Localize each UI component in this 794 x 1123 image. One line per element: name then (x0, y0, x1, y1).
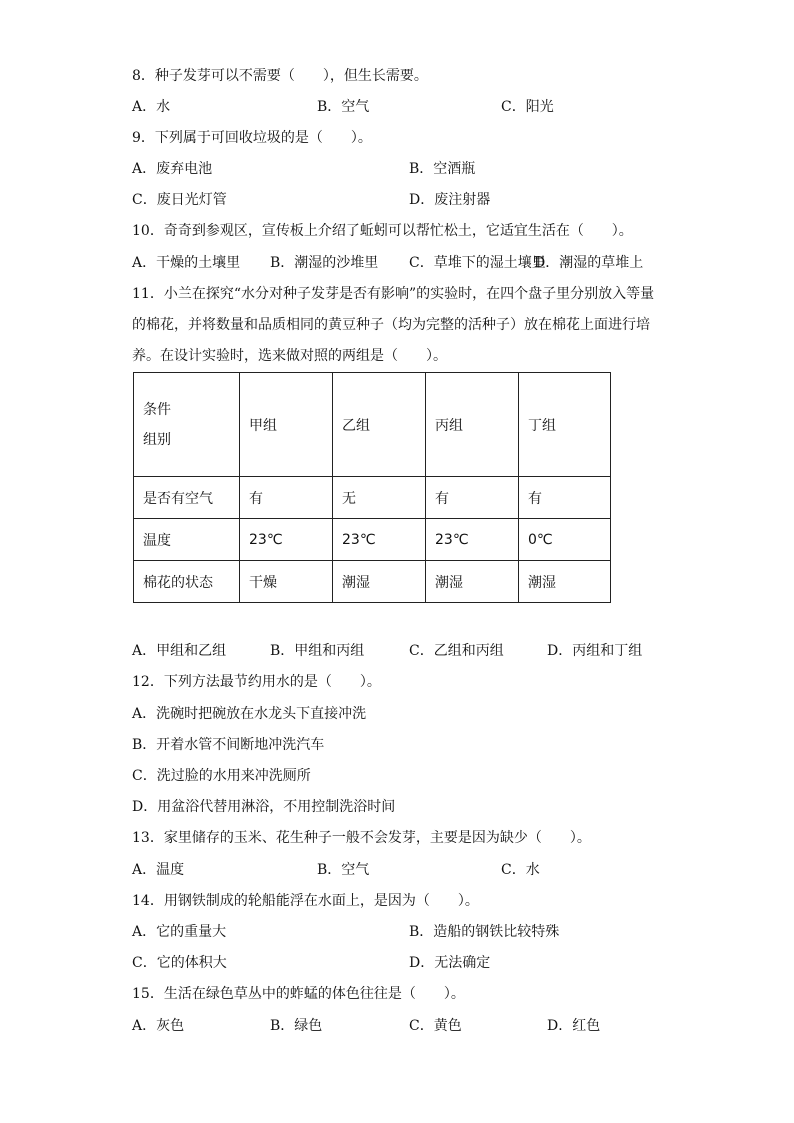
q15-option-a[interactable]: A．灰色 (132, 1018, 185, 1034)
table-cell: 0℃ (519, 519, 611, 561)
q10-option-b[interactable]: B．潮湿的沙堆里 (270, 255, 379, 271)
table-column-header: 丁组 (519, 373, 611, 477)
table-diagonal-header-cell (134, 373, 240, 477)
q11-stem-line1: 11．小兰在探究“水分对种子发芽是否有影响”的实验时，在四个盘子里分别放入等量 (132, 286, 655, 302)
q14-option-d[interactable]: D．无法确定 (409, 955, 491, 971)
table-cell: 有 (240, 477, 333, 519)
table-cell: 干燥 (240, 561, 333, 603)
table-cell: 23℃ (426, 519, 519, 561)
q8-options (132, 97, 672, 117)
q11-options (132, 641, 672, 661)
q11-option-c[interactable]: C．乙组和丙组 (409, 643, 504, 659)
q8-option-a[interactable]: A．水 (132, 99, 171, 115)
q10-stem: 10．奇奇到参观区，宣传板上介绍了蚯蚓可以帮忙松土，它适宜生活在（ ）。 (132, 223, 633, 239)
q10-option-a[interactable]: A．干燥的土壤里 (132, 255, 241, 271)
q15-options (132, 1016, 672, 1036)
q15-option-c[interactable]: C．黄色 (409, 1018, 462, 1034)
q8-stem: 8．种子发芽可以不需要（ ），但生长需要。 (132, 68, 428, 84)
q15-option-d[interactable]: D．红色 (547, 1018, 601, 1034)
q14-stem: 14．用钢铁制成的轮船能浮在水面上，是因为（ ）。 (132, 893, 479, 909)
q10-option-c[interactable]: C．草堆下的湿土壤里 (409, 255, 546, 271)
q9-options-row1 (132, 159, 672, 179)
header-condition-label: 条件 (143, 401, 171, 418)
table-cell: 23℃ (240, 519, 333, 561)
q14-option-a[interactable]: A．它的重量大 (132, 924, 227, 940)
q9-stem: 9．下列属于可回收垃圾的是（ ）。 (132, 130, 372, 146)
q9-option-c[interactable]: C．废日光灯管 (132, 192, 227, 208)
q13-option-c[interactable]: C．水 (501, 862, 540, 878)
q8-option-c[interactable]: C．阳光 (501, 99, 554, 115)
table-row-label: 是否有空气 (134, 477, 240, 519)
q11-stem-line2: 的棉花，并将数量和品质相同的黄豆种子（均为完整的活种子）放在棉花上面进行培 (132, 317, 650, 333)
q12-option-a[interactable]: A．洗碗时把碗放在水龙头下直接冲洗 (132, 706, 367, 722)
q10-option-d[interactable]: D．潮湿的草堆上 (534, 255, 644, 271)
table-cell: 有 (519, 477, 611, 519)
q12-stem: 12．下列方法最节约用水的是（ ）。 (132, 674, 381, 690)
header-group-label: 组别 (143, 431, 171, 448)
table-column-header: 丙组 (426, 373, 519, 477)
q8-option-b[interactable]: B．空气 (317, 99, 370, 115)
q14-options-row2 (132, 953, 672, 973)
table-cell: 无 (333, 477, 426, 519)
q13-option-b[interactable]: B．空气 (317, 862, 370, 878)
table-row (134, 477, 611, 519)
q15-option-b[interactable]: B．绿色 (270, 1018, 323, 1034)
table-cell: 有 (426, 477, 519, 519)
q11-option-d[interactable]: D．丙组和丁组 (547, 643, 643, 659)
q14-option-b[interactable]: B．造船的钢铁比较特殊 (409, 924, 560, 940)
q10-options (132, 253, 672, 273)
q14-options-row1 (132, 922, 672, 942)
q9-option-d[interactable]: D．废注射器 (409, 192, 491, 208)
table-cell: 潮湿 (519, 561, 611, 603)
q12-option-b[interactable]: B．开着水管不间断地冲洗汽车 (132, 737, 325, 753)
q14-option-c[interactable]: C．它的体积大 (132, 955, 227, 971)
table-row (134, 519, 611, 561)
table-row (134, 561, 611, 603)
table-row-label: 棉花的状态 (134, 561, 240, 603)
q13-stem: 13．家里储存的玉米、花生种子一般不会发芽，主要是因为缺少（ ）。 (132, 830, 591, 846)
q9-option-a[interactable]: A．废弃电池 (132, 161, 213, 177)
table-column-header: 甲组 (240, 373, 333, 477)
q13-option-a[interactable]: A．温度 (132, 862, 185, 878)
q9-option-b[interactable]: B．空酒瓶 (409, 161, 476, 177)
q12-option-d[interactable]: D．用盆浴代替用淋浴，不用控制洗浴时间 (132, 799, 396, 815)
table-cell: 23℃ (333, 519, 426, 561)
table-row-label: 温度 (134, 519, 240, 561)
q11-stem-line3: 养。在设计实验时，选来做对照的两组是（ ）。 (132, 348, 447, 364)
q12-option-c[interactable]: C．洗过脸的水用来冲洗厕所 (132, 768, 311, 784)
table-cell: 潮湿 (426, 561, 519, 603)
table-column-header: 乙组 (333, 373, 426, 477)
q13-options (132, 860, 672, 880)
table-cell: 潮湿 (333, 561, 426, 603)
q15-stem: 15．生活在绿色草丛中的蚱蜢的体色往往是（ ）。 (132, 986, 465, 1002)
table-header-row (134, 373, 611, 477)
q11-option-a[interactable]: A．甲组和乙组 (132, 643, 227, 659)
q9-options-row2 (132, 190, 672, 210)
q11-option-b[interactable]: B．甲组和丙组 (270, 643, 365, 659)
q11-experiment-table (133, 372, 611, 603)
